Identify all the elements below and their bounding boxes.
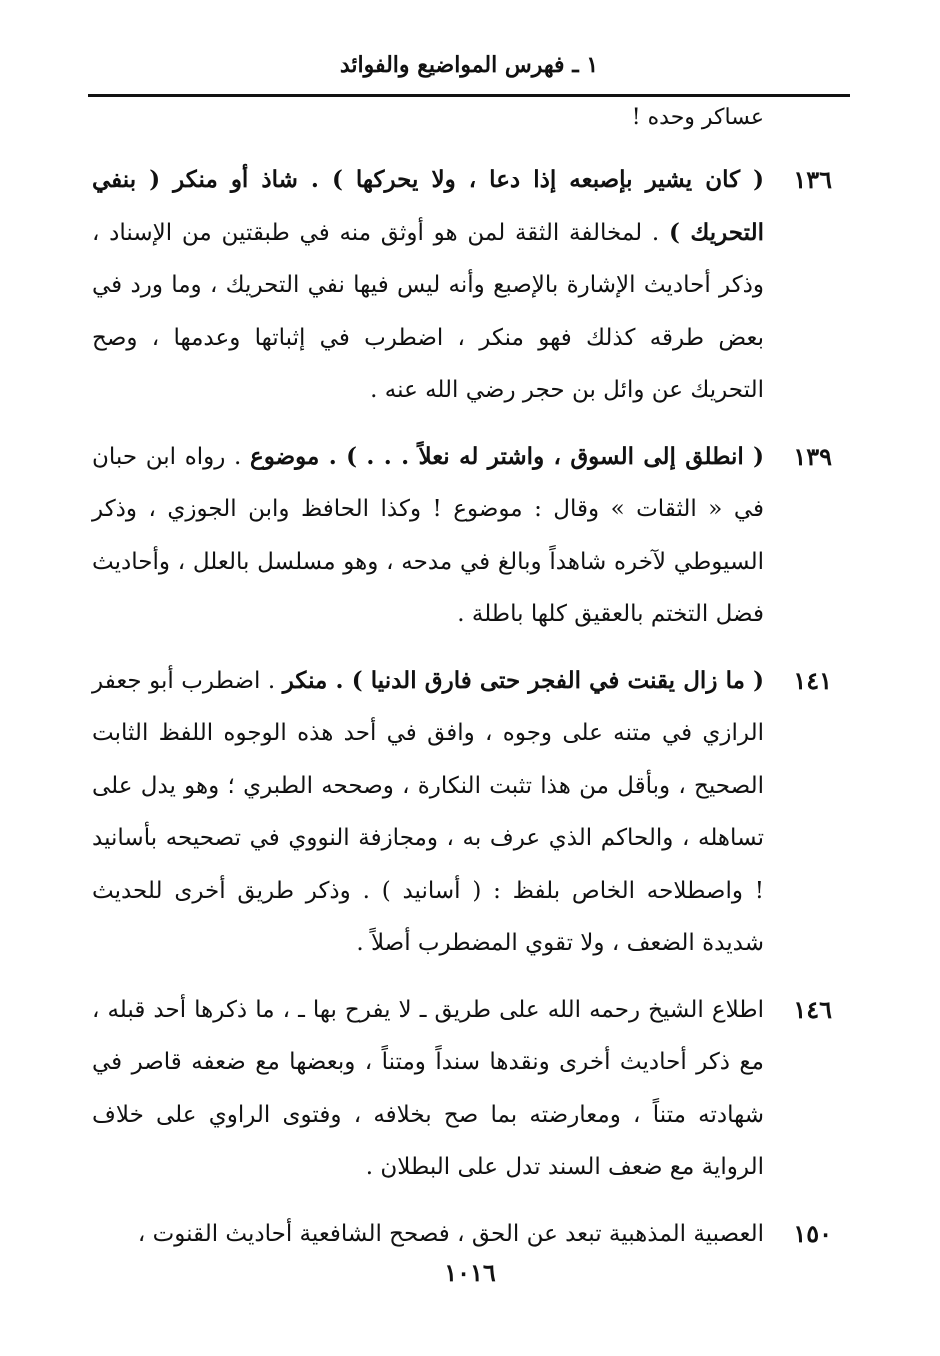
entry-text [92, 984, 764, 1194]
page-number: ١٠١٦ [444, 1258, 496, 1287]
hadith-title: ( ما زال يقنت في الفجر حتى فارق الدنيا ) . منكر [282, 666, 764, 694]
entry-text [92, 655, 764, 970]
index-entry [92, 1208, 832, 1261]
entry-commentary: . اضطرب أبو جعفر الرازي في متنه على وجوه ، وافق في أحد هذه الوجوه اللفظ الثابت الصحيح ، وبأقل من هذا تثبت النكارة ، وصححه الطبري ؛ وهو يدل على تساهله ، والحاكم الذي عرف به ، ومجازفة النووي في تصحيحه بأسانيد ! واصطلاحه الخاص بلفظ : ( أسانيد ) . وذكر طريق أخرى للحديث شديدة الضعف ، ولا تقوي المضطرب أصلاً . [92, 667, 764, 956]
entry-commentary: اطلاع الشيخ رحمه الله على طريق ـ لا يفرح بها ـ ، ما ذكرها أحد قبله ، مع ذكر أحاديث أخرى ونقدها سنداً ومتناً ، وبعضها مع ضعفه قاصر في شهادته متناً ، ومعارضته بما صح بخلافه ، وفتوى الراوي على خلاف الرواية مع ضعف السند تدل على البطلان . [92, 996, 764, 1180]
header-rule [88, 94, 850, 97]
entry-commentary: . لمخالفة الثقة لمن هو أوثق منه في طبقتين من الإسناد ، وذكر أحاديث الإشارة بالإصبع وأنه ليس فيها نفي التحريك ، وما ورد في بعض طرقه كذلك فهو منكر ، اضطرب في إثباتها وعدمها ، وصح التحريك عن وائل بن حجر رضي الله عنه . [92, 219, 764, 403]
continuation-text: عساكر وحده ! [631, 105, 764, 130]
page-header-title: ١ ـ فهرس المواضيع والفوائد [339, 52, 599, 78]
entry-number: ١٤٦ [793, 994, 832, 1024]
index-entry [92, 154, 832, 417]
entry-commentary: . رواه ابن حبان في « الثقات » وقال : موضوع ! وكذا الحافظ وابن الجوزي ، وذكر السيوطي لآخره شاهداً وبالغ في مدحه ، وهو مسلسل بالعلل ، وأحاديث فضل التختم بالعقيق كلها باطلة . [92, 443, 764, 627]
index-entry [92, 984, 832, 1194]
entry-number: ١٣٦ [793, 165, 832, 194]
index-body [92, 100, 832, 1274]
entry-number: ١٣٩ [793, 441, 832, 471]
entry-commentary: العصبية المذهبية تبعد عن الحق ، فصحح الشافعية أحاديث القنوت ، [137, 1220, 764, 1247]
entry-text [92, 431, 764, 641]
entry-text [92, 1208, 764, 1261]
hadith-title: ( كان يشير بإصبعه إذا دعا ، ولا يحركها ) . شاذ أو منكر ( بنفي التحريك ) [92, 166, 764, 246]
index-entry [92, 655, 832, 970]
index-entry [92, 431, 832, 641]
entry-number: ١٤١ [793, 665, 832, 695]
hadith-title: ( انطلق إلى السوق ، واشتر له نعلاً . . . ) . موضوع [250, 442, 764, 470]
entry-text [92, 154, 764, 417]
entry-number: ١٥٠ [793, 1218, 832, 1248]
